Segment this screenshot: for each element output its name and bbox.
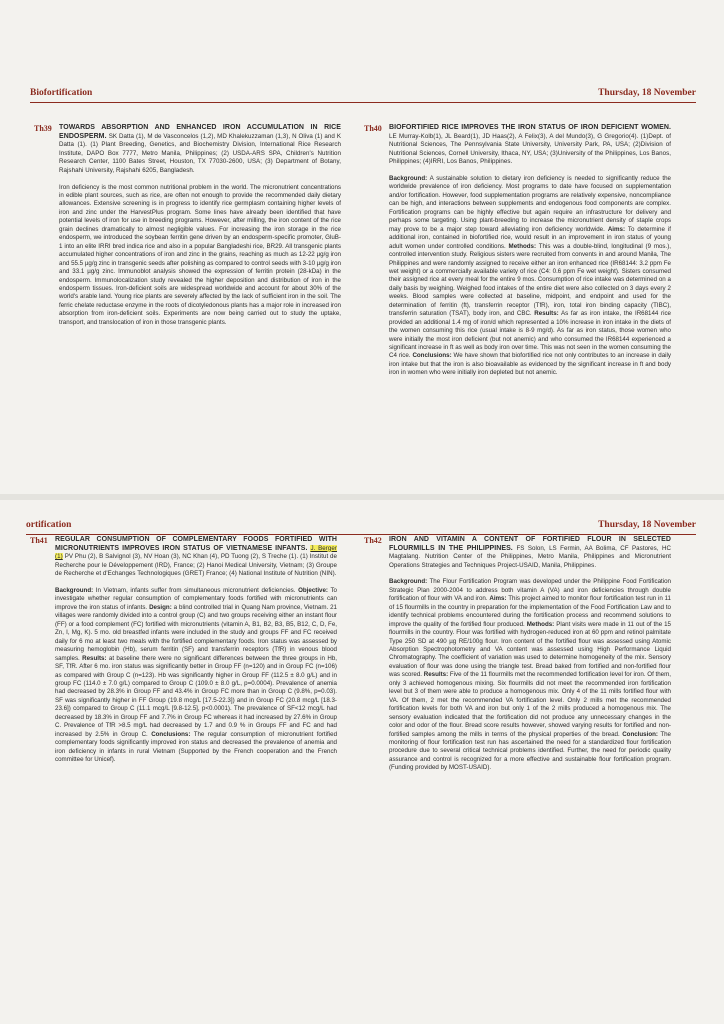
- abstract-paragraph: Iron deficiency is the most common nutritional problem in the world. The micronutrient concentrations in edible plant sources, such as rice, are often not enough to provide the recommended daily dietary allowances. Extensive screening is in progress to identify rice germplasm containing higher levels of iron and zinc under the HarvestPlus program. Some lines have already been identified that have potential levels of iron for use in breeding programs. However, after milling, the iron content of the rice grain declines dramatically to almost negligible values. For increasing the iron storage in the rice endosperm, we introduced the soybean ferritin gene driven by an endosperm-specific promoter, GluB-1 into an elite IRRI bred indica rice and also in a popular Bangladeshi rice, BR29. All transgenic plants accumulated higher concentrations of iron and zinc in the grains, reaching as much as 12-22 µg/g iron and 55.5 µg/g zinc in transgenic seeds after polishing as compared to control seeds with 3-10 µg/g iron and 33.1 µg/g zinc. Immunoblot analysis showed the expression of ferritin protein (28-kDa) in the endosperm. Immunolocalization study revealed the higher deposition and distribution of iron in the endosperm tissues. Iron-deficient soils are widespread worldwide and account for about 30% of the world's arable land. Young rice plants are severely affected by the lack of sufficient iron in the soil. The ferric chelate reductase enzyme in the roots of dicotyledonous plants has a major role in increased iron absorption from iron-deficient soils. Experiments are now being carried out to study the uptake, transport, and translocation of iron in those transgenic plants.: [59, 183, 341, 326]
- abstract-code: Th40: [364, 124, 382, 133]
- abstract-th39: [34, 124, 341, 335]
- header-section-title: ortification: [26, 520, 72, 530]
- abstract-authors: PV Phu (2), B Salvignol (3), NV Hoan (3), NC Khan (4), PD Tuong (2), S Treche (1). (1) Institut de Recherche pour le Développement (IRD), France; (2) Hanoi Medical University, Vietnam; (3) Groupe de Recherche et d'Echanges Technologiques (GRET) France; (4) National Institute of Nutrition (NIN).: [55, 553, 337, 578]
- abstract-title-block: [389, 124, 671, 167]
- abstract-th42: [364, 536, 671, 781]
- abstract-authors: FS Solon, LS Fermin, AA Bolima, CF Pastores, HC Magtalang. Nutrition Center of the Philippines, Metro Manila, Philippines and Micronutrient Operations Strategies and Techniques Project-USAID, Manila, Philippines.: [389, 544, 672, 569]
- abstract-title: REGULAR CONSUMPTION OF COMPLEMENTARY FOODS FORTIFIED WITH MICRONUTRIENTS IMPROVES IRON STATUS OF VIETNAMESE INFANTS.: [55, 536, 337, 552]
- abstract-th41: [30, 536, 337, 772]
- abstract-title: IRON AND VITAMIN A CONTENT OF FORTIFIED FLOUR IN SELECTED FLOURMILLS IN THE PHILIPPINES.: [389, 536, 671, 552]
- abstract-authors: SK Datta (1), M de Vasconcelos (1,2), MD Khalekuzzaman (1,3), N Oliva (1) and K Datta (1). (1) Plant Breeding, Genetics, and Biochemistry Division, International Rice Research Institute, DAPO Box 7777, Metro Manila, Philippines; (2) USDA-ARS SPA, Children's Nutrition Research Center, 1100 Bates Street, Houston, TX 77030-2600, USA; (3) Department of Botany, Rajshahi University, Rajshahi 6205, Bangladesh.: [59, 132, 342, 174]
- abstract-title-block: [389, 536, 671, 570]
- abstract-authors: LE Murray-Kolb(1), JL Beard(1), JD Haas(2), A Felix(3), A del Mundo(3), G Gregorio(4). (1)Dept. of Nutritional Sciences, The Pennsylvania State University, University Park, PA, USA; (2)Division of Nutritional Sciences, Cornell University, Ithaca, NY, USA; (3)University of the Philippines, Los Banos, Philippines; (4)IRRI, Los Banos, Philippines.: [389, 132, 671, 166]
- abstract-body: [59, 184, 341, 328]
- page-top: [0, 0, 724, 494]
- abstract-paragraph: Background: A sustainable solution to dietary iron deficiency is needed to significantly reduce the worldwide prevalence of iron deficiency. Most programs to date have focused on supplementation and/or fortification. However, food supplementation programs are relatively expensive, noncompliance can be high, and interactions between supplements and endogenous food components are complex. Fortification programs can be highly effective but again require an infrastructure for delivery and perhaps some targeting. Using plant-breeding to increase the micronutrient density of staple crops may prove to be a major step toward alleviating iron deficiency worldwide. Aims: To determine if additional iron, contained in biofortified rice, would result in an improvement in iron status of young adult women under controlled conditions. Methods: This was a double-blind, longitudinal (9 mos.), controlled intervention study. Religious sisters were recruited from convents in and around Manila, The Philippines and were randomly assigned to receive either an iron enhanced rice (IR68144: 3.2 ppm Fe wet weight) or a commercially available variety of rice (C4: 0.6 ppm Fe wet weight). Sisters consumed their assigned rice at every meal for the entire 9 mos. Consumption of rice intake was determined on a daily basis by weighing. Weighed food intakes of the entire diet were also collected on 3 days every 2 weeks. Blood samples were collected at baseline, midpoint, and endpoint and used for the determination of ferritin (ft), transferrin receptor (TfR), iron, total iron binding capacity (TIBC), transferrin saturation (TSAT), body iron, and CBC. Results: As far as iron intake, the IR68144 rice provided an additional 1.4 mg of iron/d which represented a 10% increase in iron intake in the diets of the women consuming this rice (usual intake is 8-9 mg/d). As far as iron status, those women who were initially the most iron deficient (but not anemic) and who consumed the IR68144 experienced a significant increase in ft as well as body iron over time. This was not seen in the women consuming the C4 rice. Conclusions: We have shown that biofortified rice not only contributes to an increase in daily iron intake but that the iron is also bioavailable as evidenced by the significant increase in ft and body iron in women who were initially iron depleted but not anemic.: [389, 174, 672, 377]
- abstract-th40: [364, 124, 671, 386]
- running-header: [30, 88, 696, 103]
- abstract-code: Th42: [364, 536, 382, 545]
- running-header: [26, 520, 696, 535]
- abstract-paragraph: Background: In Vietnam, infants suffer from simultaneous micronutrient deficiencies. Objective: To investigate whether regular consumption of complementary foods fortified with micronutrients can improve the iron status of infants. Design: a blind controlled trial in Quang Nam province, Vietnam. 21 villages were randomly divided into a control group (C) and two groups receiving either an instant flour (FF) or a food complement (FC) fortified with micronutrients (vitamin A, B1, B2, B3, B5, B12, C, D, Fe, Zn, I, Mg, K). 5 mo. old breastfed infants were included in the study and groups FF and FC received daily for 6 mo at least two meals with the fortified complementary foods. Iron status was assessed by measuring hemoglobin (Hb), serum ferritin (SF) and transferrin receptors (TfR) in venous blood samples. Results: at baseline there were no significant differences between the three groups in Hb, SF, TfR. After 6 mo. iron status was significantly better in Group FF (n=120) and in Group FC (n=106) as compared with Group C (n=123). Hb was significantly higher in Group FF (112.5 ± 8.0 g/L) and in group FC (114.0 ± 7.0 g/L) compared to Group C (109.0 ± 8.0 g/L, p=0.0004). Prevalence of anemia had decreased by 28.3% in Group FF and 43.4% in Group FC more than in Group C (9.8%, p=0.03). SF was significantly higher in FF Group (19.8 mcg/L [17.5-22.3]) and in Group FC (20.8 mcg/L [18.3-23.6]) compared to Group C (11.1 mcg/L [9.8-12.5], p<0.0001). The prevalence of SF<12 mcg/L had decreased by 18.3% in Group FF and 7.7% in Group FC whereas it had increased by 27.6% in Group C. Prevalence of TfR >8.5 mg/L had decreased by 1.7 and 0.9 % in Groups FF and FC and had increased by 2.5% in Group C. Conclusions: The regular consumption of micronutrient fortified complementary foods significantly improved iron status and decreased the prevalence of anemia and iron deficiency in infants in rural Vietnam (Supported by the French cooperation and the French committee for Unicef).: [55, 586, 338, 764]
- header-section-title: Biofortification: [30, 88, 93, 98]
- abstract-title: TOWARDS ABSORPTION AND ENHANCED IRON ACCUMULATION IN RICE ENDOSPERM.: [59, 124, 341, 140]
- abstract-title-block: [55, 536, 337, 579]
- page-bottom: [0, 500, 724, 1024]
- abstract-body: [389, 578, 671, 772]
- highlighted-author: J. Berger (1): [55, 544, 338, 561]
- header-date: Thursday, 18 November: [598, 520, 696, 530]
- abstract-title: BIOFORTIFIED RICE IMPROVES THE IRON STATUS OF IRON DEFICIENT WOMEN.: [389, 124, 671, 131]
- abstract-paragraph: Background: The Flour Fortification Program was developed under the Philippine Food Fortification Strategic Plan 2000-2004 to address both vitamin A (VA) and iron deficiencies through double fortification of flour with VA and iron. Aims: This project aimed to monitor flour fortification test run in 11 of 15 flourmills in the country in preparation for the implementation of the Food Fortification Law and to identify technical problems encountered during the fortification process and recommend solutions to improve the quality of the fortified flour produced. Methods: Plant visits were made in 11 out of the 15 flourmills in the country. Flour was fortified with hydrogen-reduced iron at 60 ppm and retinol palmitate Type 250 SD at 490 µg RE/100g flour. Iron content of the fortified flour was assessed using Atomic Absorption Spectrophotometry and VA content was assessed using High Performance Liquid Chromatography. The coefficient of variation was used to determine homogeneity of the mix. Sensory evaluation of flour was done using the triangle test. Bread baked from fortified and non-fortified flour was scored. Results: Five of the 11 flourmills met the recommended fortification level for iron. Of them, only 3 achieved homogenous mixing. Six flourmills did not meet the recommended iron fortification level but 3 of them were able to produce a homogenous mix. Only 4 of the 11 mills fortified flour with VA. Of them, 2 met the recommended VA fortification level. Only 2 mills met the recommended fortification levels for both VA and iron but only 1 of the 2 mills produced a homogenous mix. The sensory evaluation indicated that the fortification did not produce any unnecessary changes in the color and odor of the flour. Bread score results however, showed varying results for fortified and non-fortified samples among the mills in terms of the physical properties of the bread. Conclusion: The monitoring of flour fortification test run has ascertained the need for a standardized flour fortification procedure due to several critical technical problems identified. Further, the need for periodic quality assurance and control is recognized for a more effective and sustainable flour fortification program. (Funding provided by MOST-USAID).: [389, 578, 671, 772]
- abstract-code: Th39: [34, 124, 52, 133]
- abstract-body: [55, 587, 337, 765]
- abstract-code: Th41: [30, 536, 48, 545]
- abstract-body: [389, 175, 671, 378]
- header-date: Thursday, 18 November: [598, 88, 696, 98]
- abstract-title-block: [59, 124, 341, 176]
